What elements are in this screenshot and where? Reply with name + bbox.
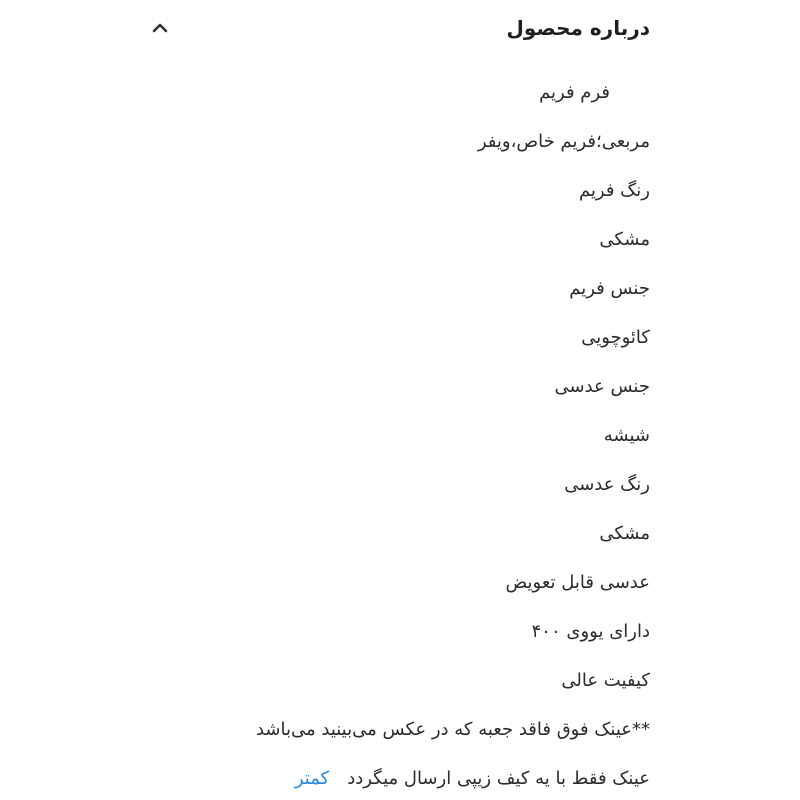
detail-line: رنگ عدسی [564, 474, 650, 495]
chevron-up-icon [150, 18, 170, 38]
detail-line: **عینک فوق فاقد جعبه که در عکس می‌بینید می‌باشد [255, 719, 650, 740]
detail-line: مشکی [599, 523, 650, 544]
detail-line: فرم فریم [539, 82, 610, 103]
detail-line: جنس فریم [569, 278, 650, 299]
detail-line: مربعی؛فریم خاص،ویفر [477, 131, 650, 152]
detail-line-last [150, 754, 650, 800]
detail-line: عدسی قابل تعویض [505, 572, 650, 593]
detail-line: رنگ فریم [578, 180, 650, 201]
collapse-button[interactable] [140, 8, 180, 48]
product-details [150, 68, 650, 800]
detail-line: کیفیت عالی [561, 670, 650, 691]
detail-line-text: عینک فقط با یه کیف زیپی ارسال میگردد [347, 768, 650, 789]
section-title: درباره محصول [506, 16, 650, 40]
section-header[interactable] [150, 0, 650, 56]
detail-line: کائوچویی [581, 327, 650, 348]
detail-line: جنس عدسی [554, 376, 650, 397]
detail-line: مشکی [599, 229, 650, 250]
show-less-link[interactable]: کمتر [294, 768, 330, 789]
detail-line: شیشه [603, 425, 650, 446]
detail-line: دارای یووی ۴۰۰ [531, 621, 650, 642]
